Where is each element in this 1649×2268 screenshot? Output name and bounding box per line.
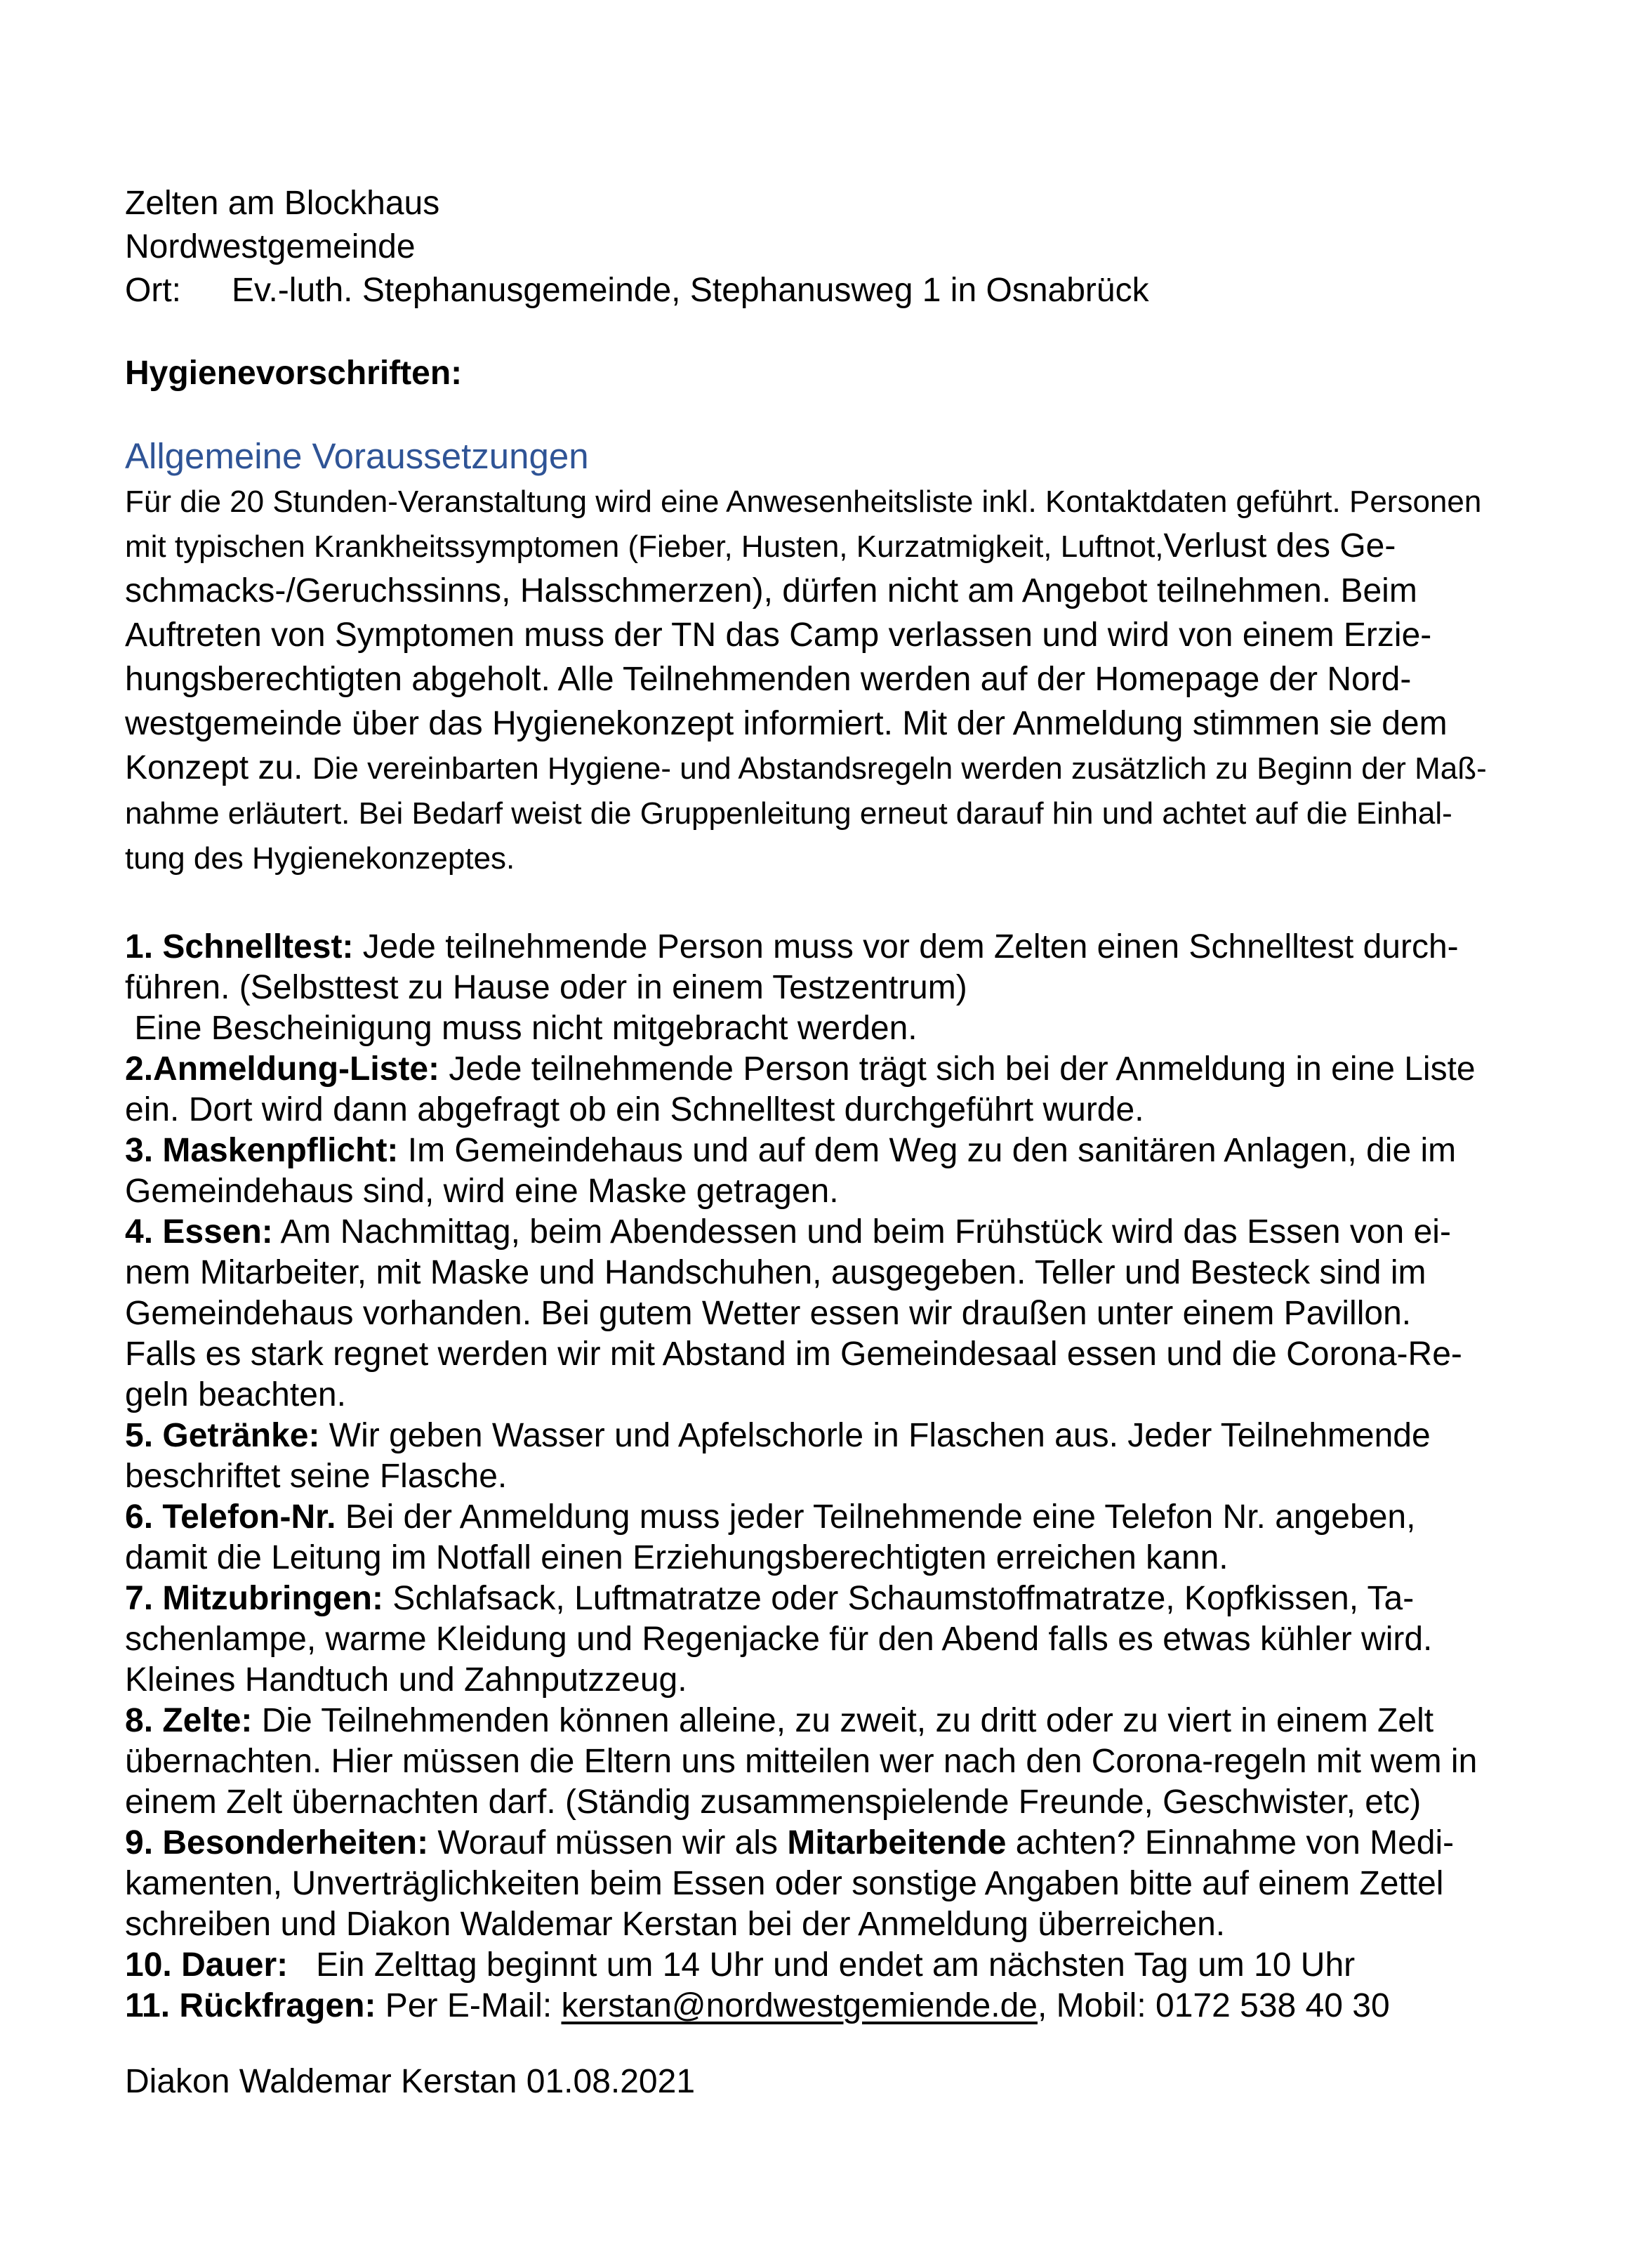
text-run: 3. Maskenpflicht: — [125, 1132, 399, 1169]
text-run: Eine Bescheinigung muss nicht mitgebracht werden. — [125, 1010, 918, 1047]
text-run: hungsberechtigten abgeholt. Alle Teilnehmenden werden auf der Homepage der Nord- — [125, 661, 1412, 698]
text-run: Im Gemeindehaus und auf dem Weg zu den sanitären Anlagen, die im — [398, 1132, 1457, 1169]
text-run: führen. (Selbsttest zu Hause oder in einem Testzentrum) — [125, 969, 967, 1006]
text-run: tung des Hygienekonzeptes. — [125, 841, 515, 876]
text-line — [125, 1538, 1565, 1578]
text-line — [125, 1171, 1565, 1212]
text-run: Mitarbeitende — [787, 1824, 1007, 1861]
text-line — [125, 1578, 1565, 1619]
text-line — [125, 1293, 1565, 1334]
text-run: westgemeinde über das Hygienekonzept informiert. Mit der Anmeldung stimmen sie dem — [125, 705, 1448, 742]
text-line — [125, 657, 1565, 701]
text-run: Ein Zelttag beginnt um 14 Uhr und endet am nächsten Tag um 10 Uhr — [288, 1946, 1356, 1984]
text-run: 7. Mitzubringen: — [125, 1580, 383, 1617]
text-run: Kleines Handtuch und Zahnputzzeug. — [125, 1661, 687, 1699]
text-run: Jede teilnehmende Person muss vor dem Zelten einen Schnelltest durch- — [353, 928, 1459, 965]
text-run: 6. Telefon-Nr. — [125, 1498, 336, 1536]
text-line — [125, 1904, 1565, 1945]
text-line — [125, 1456, 1565, 1497]
signature-line: Diakon Waldemar Kerstan 01.08.2021 — [125, 2063, 696, 2100]
text-line — [125, 569, 1565, 613]
doc-title-line-1: Zelten am Blockhaus — [125, 185, 440, 222]
text-line — [125, 1619, 1565, 1660]
text-run: Bei der Anmeldung muss jeder Teilnehmende eine Telefon Nr. angeben, — [336, 1498, 1416, 1536]
text-run: Per E-Mail: — [376, 1987, 562, 2024]
text-line — [125, 1986, 1565, 2026]
text-line — [125, 1660, 1565, 1701]
text-line — [125, 968, 1565, 1008]
text-run: beschriftet seine Flasche. — [125, 1458, 508, 1495]
text-line — [125, 479, 1565, 524]
text-run: Am Nachmittag, beim Abendessen und beim Frühstück wird das Essen von ei- — [272, 1213, 1451, 1251]
text-run: kamenten, Unverträglichkeiten beim Essen oder sonstige Angaben bitte auf einem Zettel — [125, 1865, 1444, 1902]
text-run: 1. Schnelltest: — [125, 928, 354, 965]
text-run: Jede teilnehmende Person trägt sich bei der Anmeldung in eine Liste — [439, 1050, 1476, 1088]
text-line — [125, 1375, 1565, 1416]
text-run: mit typischen Krankheitssymptomen (Fieber, Husten, Kurzatmigkeit, Luftnot, — [125, 529, 1164, 564]
text-run: 4. Essen: — [125, 1213, 273, 1251]
text-line — [125, 927, 1565, 968]
location-line — [125, 269, 1565, 312]
rules-list — [125, 927, 1565, 2026]
text-line — [125, 1945, 1565, 1986]
text-run: einem Zelt übernachten darf. (Ständig zusammenspielende Freunde, Geschwister, etc) — [125, 1784, 1422, 1821]
text-run: damit die Leitung im Notfall einen Erziehungsberechtigten erreichen kann. — [125, 1539, 1229, 1576]
text-run: , Mobil: 0172 538 40 30 — [1037, 1987, 1390, 2024]
text-run: Für die 20 Stunden-Veranstaltung wird eine Anwesenheitsliste inkl. Kontaktdaten geführt. Personen — [125, 484, 1482, 519]
text-run: ein. Dort wird dann abgefragt ob ein Schnelltest durchgeführt wurde. — [125, 1091, 1144, 1128]
text-run: geln beachten. — [125, 1376, 346, 1413]
email-link-text[interactable]: kerstan@nordwestgemiende.de — [561, 1987, 1038, 2024]
text-line — [125, 746, 1565, 791]
text-run: 10. Dauer: — [125, 1946, 289, 1984]
text-line — [125, 1049, 1565, 1090]
text-run: 9. Besonderheiten: — [125, 1824, 429, 1861]
text-line — [125, 1701, 1565, 1741]
text-run: Auftreten von Symptomen muss der TN das Camp verlassen und wird von einem Erzie- — [125, 617, 1432, 654]
section-heading-hygienevorschriften: Hygienevorschriften: — [125, 355, 463, 392]
general-conditions-paragraph — [125, 479, 1565, 881]
text-line — [125, 1497, 1565, 1538]
text-run: Gemeindehaus sind, wird eine Maske getragen. — [125, 1173, 839, 1210]
text-run: nem Mitarbeiter, mit Maske und Handschuhen, ausgegeben. Teller und Besteck sind im — [125, 1254, 1426, 1291]
text-line — [125, 1090, 1565, 1130]
subsection-heading-allgemeine-voraussetzungen: Allgemeine Voraussetzungen — [125, 436, 589, 476]
text-line — [125, 1782, 1565, 1823]
text-run: Worauf müssen wir als — [428, 1824, 788, 1861]
text-line — [125, 1823, 1565, 1864]
text-run: Wir geben Wasser und Apfelschorle in Flaschen aus. Jeder Teilnehmende — [319, 1417, 1431, 1454]
text-run: Die Teilnehmenden können alleine, zu zweit, zu dritt oder zu viert in einem Zelt — [252, 1702, 1434, 1739]
text-run: Die vereinbarten Hygiene- und Abstandsregeln werden zusätzlich zu Beginn der Maß- — [312, 751, 1487, 786]
text-run: schenlampe, warme Kleidung und Regenjacke für den Abend falls es etwas kühler wird. — [125, 1621, 1433, 1658]
location-label: Ort: — [125, 272, 181, 309]
text-run: 2.Anmeldung-Liste: — [125, 1050, 440, 1088]
text-run: achten? Einnahme von Medi- — [1006, 1824, 1455, 1861]
text-line — [125, 613, 1565, 657]
text-line — [125, 791, 1565, 836]
text-line — [125, 1416, 1565, 1456]
text-line — [125, 836, 1565, 881]
text-run: 8. Zelte: — [125, 1702, 253, 1739]
text-run: schmacks-/Geruchssinns, Halsschmerzen), dürfen nicht am Angebot teilnehmen. Beim — [125, 572, 1417, 609]
text-line — [125, 1130, 1565, 1171]
text-line — [125, 1334, 1565, 1375]
text-run: 5. Getränke: — [125, 1417, 320, 1454]
location-value: Ev.-luth. Stephanusgemeinde, Stephanusweg 1 in Osnabrück — [232, 272, 1149, 309]
text-line — [125, 1253, 1565, 1293]
text-run: Verlust des Ge- — [1163, 527, 1396, 565]
text-run: Konzept zu. — [125, 749, 312, 786]
text-run: Gemeindehaus vorhanden. Bei gutem Wetter essen wir draußen unter einem Pavillon. — [125, 1295, 1412, 1332]
text-run: schreiben und Diakon Waldemar Kerstan bei der Anmeldung überreichen. — [125, 1906, 1226, 1943]
text-line — [125, 1864, 1565, 1904]
text-line — [125, 1741, 1565, 1782]
text-line — [125, 1008, 1565, 1049]
text-line — [125, 524, 1565, 569]
text-run: nahme erläutert. Bei Bedarf weist die Gruppenleitung erneut darauf hin und achtet auf die Einhal- — [125, 796, 1452, 831]
text-run: Falls es stark regnet werden wir mit Abstand im Gemeindesaal essen und die Corona-Re- — [125, 1336, 1462, 1373]
text-run: übernachten. Hier müssen die Eltern uns mitteilen wer nach den Corona-regeln mit wem in — [125, 1743, 1478, 1780]
text-line — [125, 701, 1565, 746]
text-run: 11. Rückfragen: — [125, 1987, 376, 2024]
text-run: Schlafsack, Luftmatratze oder Schaumstoffmatratze, Kopfkissen, Ta- — [383, 1580, 1415, 1617]
text-line — [125, 1212, 1565, 1253]
doc-title-line-2: Nordwestgemeinde — [125, 228, 416, 265]
